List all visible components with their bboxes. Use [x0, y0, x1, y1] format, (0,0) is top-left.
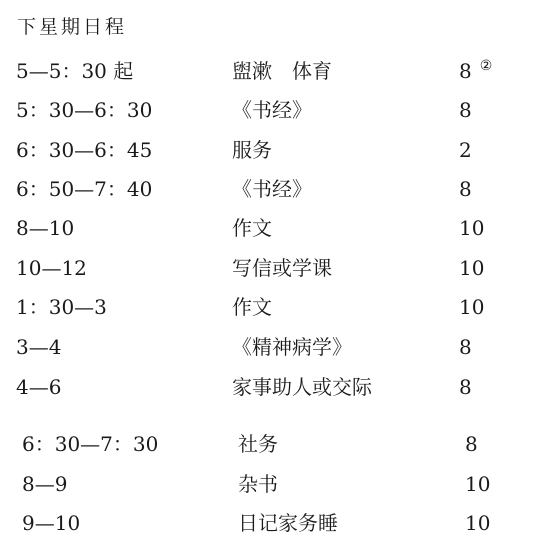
hours-cell — [459, 56, 492, 86]
activity-cell: 家事助人或交际 — [232, 375, 372, 399]
schedule-row — [0, 332, 552, 362]
hours-cell: 10 — [459, 295, 485, 319]
activity-cell: 日记家务睡 — [238, 511, 338, 535]
time-cell: 6：50—7：40 — [16, 177, 153, 201]
activity-cell: 《精神病学》 — [232, 335, 352, 359]
time-cell: 9—10 — [22, 511, 81, 535]
schedule-row — [0, 469, 552, 499]
schedule-row — [0, 292, 552, 322]
schedule-row — [0, 174, 552, 204]
activity-cell: 杂书 — [238, 472, 278, 496]
hours-cell: 8 — [459, 335, 472, 359]
time-cell: 3—4 — [16, 335, 62, 359]
activity-cell: 作文 — [232, 216, 272, 240]
time-cell: 1：30—3 — [16, 295, 107, 319]
schedule-row — [0, 135, 552, 165]
time-cell: 8—9 — [22, 472, 68, 496]
hours-cell: 8 — [465, 432, 478, 456]
time-cell: 5—5：30 起 — [16, 59, 134, 83]
time-cell: 5：30—6：30 — [16, 98, 153, 122]
time-cell: 4—6 — [16, 375, 62, 399]
time-cell: 8—10 — [16, 216, 75, 240]
activity-cell: 作文 — [232, 295, 272, 319]
schedule-row — [0, 213, 552, 243]
hours-cell: 8 — [459, 98, 472, 122]
schedule-row — [0, 372, 552, 402]
hours-cell: 10 — [465, 511, 491, 535]
schedule-row — [0, 56, 552, 86]
schedule-row — [0, 429, 552, 459]
hours-cell: 8 — [459, 177, 472, 201]
activity-cell: 《书经》 — [232, 177, 312, 201]
hours-cell: 10 — [459, 256, 485, 280]
schedule-row — [0, 253, 552, 283]
footnote-marker: ② — [479, 58, 493, 75]
activity-cell: 服务 — [232, 138, 272, 162]
activity-cell: 盥漱 体育 — [232, 59, 332, 83]
page-title: 下星期日程 — [17, 16, 128, 38]
time-cell: 6：30—6：45 — [16, 138, 153, 162]
schedule-row — [0, 508, 552, 538]
activity-cell: 写信或学课 — [232, 256, 332, 280]
time-cell: 10—12 — [16, 256, 87, 280]
schedule-row — [0, 95, 552, 125]
time-cell: 6：30—7：30 — [22, 432, 159, 456]
hours-cell: 2 — [459, 138, 472, 162]
hours-cell: 8 — [459, 375, 472, 399]
hours-cell: 10 — [459, 216, 485, 240]
hours-value: 8 — [459, 59, 472, 83]
activity-cell: 社务 — [238, 432, 278, 456]
hours-cell: 10 — [465, 472, 491, 496]
activity-cell: 《书经》 — [232, 98, 312, 122]
